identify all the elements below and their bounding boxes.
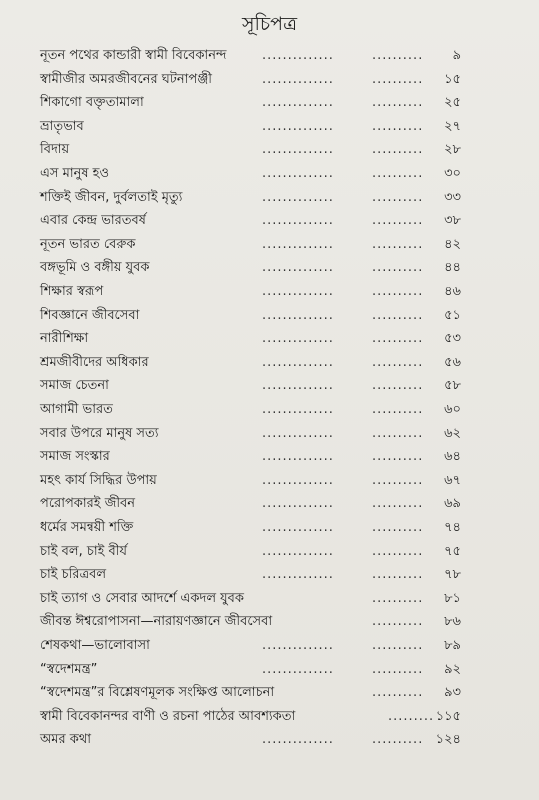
leader-dots: .............. [262,142,334,158]
leader-dots: .......... [372,189,424,205]
toc-entry-page: ৮১ [444,590,461,606]
toc-entry [0,92,539,114]
leader-dots: .......... [372,402,424,417]
leader-dots: .......... [372,354,424,370]
toc-entry [0,234,539,256]
toc-entry [0,423,539,445]
toc-entry [0,257,539,279]
toc-entry-page: ৫৬ [444,354,461,370]
toc-entry-page: ৭৫ [444,543,461,559]
toc-entry [0,375,539,397]
toc-entry [0,611,539,633]
toc-entry [0,541,539,563]
toc-entry [0,729,539,751]
leader-dots: .............. [262,260,334,276]
toc-entry-title: নূতন পথের কান্ডারী স্বামী বিবেকানন্দ [40,48,227,63]
leader-dots: .......... [372,95,424,111]
toc-entry-title: শিবজ্ঞানে জীবসেবা [40,307,140,323]
toc-entry [0,328,539,350]
toc-entry-title: সমাজ চেতনা [40,378,109,394]
leader-dots: .............. [262,236,334,252]
toc-entry-title: ধর্মের সমন্বয়ী শক্তি [40,520,134,535]
toc-entry-title: অমর কথা [40,732,92,748]
toc-entry-page: ৬০ [444,402,461,417]
toc-entry-title: পরোপকারই জীবন [40,496,136,512]
toc-entry [0,210,539,232]
leader-dots: .......... [372,520,424,535]
toc-entry-title: এবার কেন্দ্র ভারতবর্ষ [40,213,146,229]
leader-dots: .......... [372,307,424,323]
toc-entry-page: ৬৪ [444,449,461,465]
leader-dots: .......... [372,638,424,653]
leader-dots: .......... [372,284,424,299]
leader-dots: ......... [388,708,435,724]
toc-entry-page: ৯২ [444,661,461,677]
leader-dots: .............. [262,284,334,299]
leader-dots: .......... [372,213,424,229]
toc-entry-title: শক্তিই জীবন, দুর্বলতাই মৃত্যু [40,189,183,205]
toc-entry-title: সমাজ সংস্কার [40,449,110,465]
toc-entry-page: ২৮ [444,142,461,158]
toc-entry [0,187,539,209]
toc-entry-title: “স্বদেশমন্ত্র” [40,661,98,677]
toc-entry-page: ৪৪ [444,260,461,276]
toc-entry-page: ২৭ [444,118,461,134]
toc-entry [0,139,539,161]
toc-entry-page: ২৫ [444,95,461,111]
toc-entry-title: স্বামীজীর অমরজীবনের ঘটনাপঞ্জী [40,71,213,87]
toc-entry [0,470,539,492]
toc-entry-page: ১১৫ [435,708,461,724]
toc-entry-page: ৩০ [444,166,461,181]
leader-dots: .............. [262,496,334,512]
toc-entry-title: চাই চরিত্রবল [40,567,107,583]
toc-entry-title: আগামী ভারত [40,402,113,417]
leader-dots: .......... [372,48,424,63]
toc-entry [0,564,539,586]
leader-dots: .............. [262,331,334,347]
leader-dots: .............. [262,118,334,134]
toc-entry-page: ৮৯ [444,638,461,653]
leader-dots: .............. [262,567,334,583]
toc-entry-title: এস মানুষ হও [40,166,110,181]
toc-entry-title: স্বামী বিবেকানন্দর বাণী ও রচনা পাঠের আবশ্যকতা [40,708,296,724]
leader-dots: .............. [262,378,334,394]
toc-entry [0,399,539,421]
toc-entry [0,446,539,468]
leader-dots: .............. [262,213,334,229]
toc-entry [0,305,539,327]
toc-entry-page: ৭৪ [444,520,461,535]
page-title: সূচিপত্র [241,13,298,35]
leader-dots: .............. [262,166,334,181]
leader-dots: .......... [372,472,424,488]
leader-dots: .......... [372,166,424,181]
toc-entry-page: ৩৮ [444,213,461,229]
leader-dots: .............. [262,661,334,677]
leader-dots: .............. [262,449,334,465]
toc-entry-page: ৬২ [444,425,461,441]
leader-dots: .............. [262,354,334,370]
toc-entry [0,352,539,374]
leader-dots: .............. [262,307,334,323]
toc-entry-title: শ্রমজীবীদের অধিকার [40,354,149,370]
toc-entry-page: ৭৮ [444,567,461,583]
leader-dots: .............. [262,189,334,205]
toc-entry-page: ৮৬ [444,614,461,630]
toc-entry-page: ৫১ [444,307,461,323]
leader-dots: .......... [372,71,424,87]
leader-dots: .............. [262,732,334,748]
toc-entry [0,45,539,67]
toc-entry [0,635,539,657]
toc-entry [0,588,539,610]
toc-entry [0,163,539,185]
leader-dots: .............. [262,48,334,63]
toc-entry [0,706,539,728]
toc-entry-page: ৪৬ [444,284,461,299]
leader-dots: .............. [262,95,334,111]
leader-dots: .......... [372,260,424,276]
toc-entry-page: ৯ [452,48,461,63]
toc-entry-title: শিকাগো বক্তৃতামালা [40,95,144,111]
toc-entry-title: বঙ্গভূমি ও বঙ্গীয় যুবক [40,260,150,276]
toc-entry-title: নূতন ভারত বেরুক [40,236,136,252]
leader-dots: .......... [372,118,424,134]
toc-entry-page: ৬৯ [444,496,461,512]
leader-dots: .......... [372,685,424,701]
leader-dots: .......... [372,590,424,606]
toc-entry-title: চাই বল, চাই বীর্য [40,543,127,559]
toc-entry [0,69,539,91]
toc-entry-page: ৬৭ [444,472,461,488]
leader-dots: .......... [372,614,424,630]
toc-entry [0,682,539,704]
toc-entry [0,517,539,539]
leader-dots: .......... [372,378,424,394]
toc-entry-title: জীবন্ত ঈশ্বরোপাসনা—নারায়ণজ্ঞানে জীবসেবা [40,614,273,630]
toc-entry-title: শিক্ষার স্বরূপ [40,284,104,299]
toc-entry-title: মহৎ কার্য সিদ্ধির উপায় [40,472,157,488]
toc-entry [0,116,539,138]
toc-entry-page: ১৫ [444,71,461,87]
toc-entry-title: সবার উপরে মানুষ সত্য [40,425,159,441]
toc-entry [0,659,539,681]
toc-entry [0,281,539,303]
toc-entry-page: ৫৩ [444,331,461,347]
toc-entry-page: ৯৩ [444,685,461,701]
toc-entry-title: শেষকথা—ভালোবাসা [40,638,150,653]
leader-dots: .............. [262,472,334,488]
leader-dots: .......... [372,425,424,441]
toc-entry-title: “স্বদেশমন্ত্র”র বিশ্লেষণমূলক সংক্ষিপ্ত আলোচনা [40,685,275,701]
leader-dots: .............. [262,425,334,441]
toc-entry-title: নারীশিক্ষা [40,331,89,347]
leader-dots: .......... [372,661,424,677]
leader-dots: .......... [372,496,424,512]
toc-entry-title: বিদায় [40,142,70,158]
toc-entry-title: চাই ত্যাগ ও সেবার আদর্শে একদল যুবক [40,590,244,606]
leader-dots: .......... [372,567,424,583]
leader-dots: .............. [262,638,334,653]
toc-entry [0,493,539,515]
leader-dots: .......... [372,142,424,158]
toc-entry-page: ৫৮ [444,378,461,394]
toc-entry-title: ভ্রাতৃভাব [40,118,84,134]
toc-entry-page: ১২৪ [435,732,461,748]
leader-dots: .............. [262,402,334,417]
toc-entry-page: ৪২ [444,236,461,252]
leader-dots: .............. [262,71,334,87]
leader-dots: .......... [372,543,424,559]
leader-dots: .............. [262,520,334,535]
leader-dots: .......... [372,236,424,252]
leader-dots: .......... [372,331,424,347]
leader-dots: .......... [372,449,424,465]
leader-dots: .......... [372,732,424,748]
toc-entry-page: ৩৩ [444,189,461,205]
leader-dots: .............. [262,543,334,559]
